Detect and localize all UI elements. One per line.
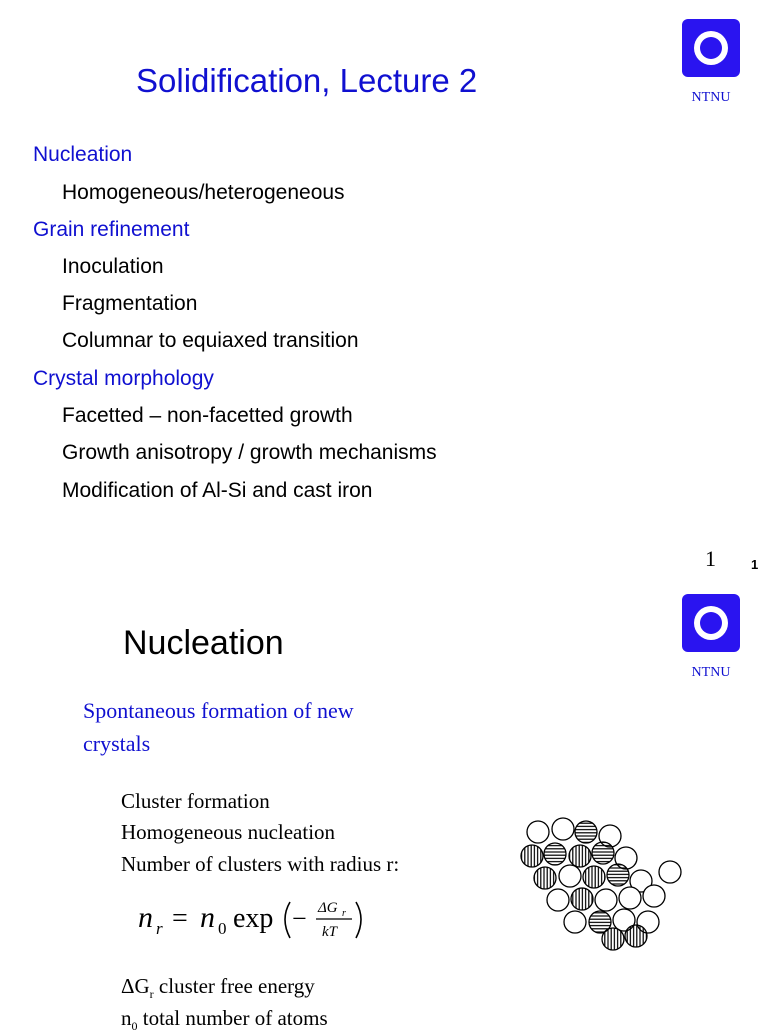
eq-paren-right: [356, 902, 361, 938]
section-heading: Crystal morphology: [33, 367, 214, 390]
atom-circle: [602, 928, 624, 950]
list-item: Modification of Al-Si and cast iron: [62, 479, 373, 502]
eq-equals: =: [172, 903, 188, 934]
eq-lhs: n: [138, 901, 153, 934]
def-sub: r: [149, 987, 154, 1002]
logo-caption: NTNU: [691, 90, 731, 105]
nucleation-equation: [136, 890, 396, 950]
atom-cluster-illustration: [520, 812, 685, 952]
logo-caption: NTNU: [691, 665, 731, 680]
body-line: Number of clusters with radius r:: [121, 852, 400, 876]
slide-title: Nucleation: [123, 624, 284, 662]
definition-line: [121, 974, 315, 1002]
ntnu-logo-icon: [682, 19, 740, 77]
atom-circle: [564, 911, 586, 933]
eq-num-sub: r: [342, 908, 346, 919]
section-heading: Nucleation: [33, 143, 133, 166]
list-item: Inoculation: [62, 255, 164, 278]
ntnu-logo-icon: [682, 594, 740, 652]
section-heading: Grain refinement: [33, 218, 190, 241]
lead-text: Spontaneous formation of new crystals: [83, 698, 354, 756]
def-text: total number of atoms: [137, 1006, 328, 1030]
definition-line: [121, 1006, 328, 1034]
page-number: 1: [705, 546, 716, 571]
atom-circle: [607, 864, 629, 886]
atom-circle: [592, 842, 614, 864]
list-item: Facetted – non-facetted growth: [62, 404, 353, 427]
atom-circle: [643, 885, 665, 907]
atom-circle: [521, 845, 543, 867]
body-line: Homogeneous nucleation: [121, 820, 336, 844]
atom-circle: [547, 889, 569, 911]
def-sub: 0: [131, 1019, 138, 1034]
list-item: Homogeneous/heterogeneous: [62, 181, 345, 204]
atom-circle: [544, 843, 566, 865]
slide-title: Solidification, Lecture 2: [136, 62, 478, 99]
atom-circle: [619, 887, 641, 909]
list-item: Fragmentation: [62, 292, 198, 315]
atom-circle: [559, 865, 581, 887]
atom-circle: [583, 866, 605, 888]
eq-exp: exp: [233, 903, 274, 934]
eq-n0-sub: 0: [218, 919, 227, 938]
eq-n0: n: [200, 901, 215, 934]
eq-den: kT: [322, 924, 337, 940]
atom-circle: [571, 888, 593, 910]
atom-circle: [625, 925, 647, 947]
atom-circle: [527, 821, 549, 843]
cluster-svg: [520, 812, 685, 952]
def-symbol: ΔG: [121, 974, 150, 998]
eq-paren-left: [285, 902, 290, 938]
atom-circle: [569, 845, 591, 867]
def-text: cluster free energy: [153, 974, 315, 998]
atom-circle: [595, 889, 617, 911]
atom-circle: [552, 818, 574, 840]
list-item: Columnar to equiaxed transition: [62, 329, 359, 352]
atom-circle: [659, 861, 681, 883]
equation-svg: [136, 890, 396, 950]
atom-circle: [534, 867, 556, 889]
eq-minus: −: [292, 904, 307, 933]
list-item: Growth anisotropy / growth mechanisms: [62, 441, 437, 464]
def-symbol: n: [121, 1006, 132, 1030]
eq-num: ΔG: [318, 900, 338, 916]
eq-lhs-sub: r: [156, 919, 163, 938]
atom-circle: [575, 821, 597, 843]
page-number-small: 1: [751, 557, 759, 572]
body-line: Cluster formation: [121, 789, 270, 813]
